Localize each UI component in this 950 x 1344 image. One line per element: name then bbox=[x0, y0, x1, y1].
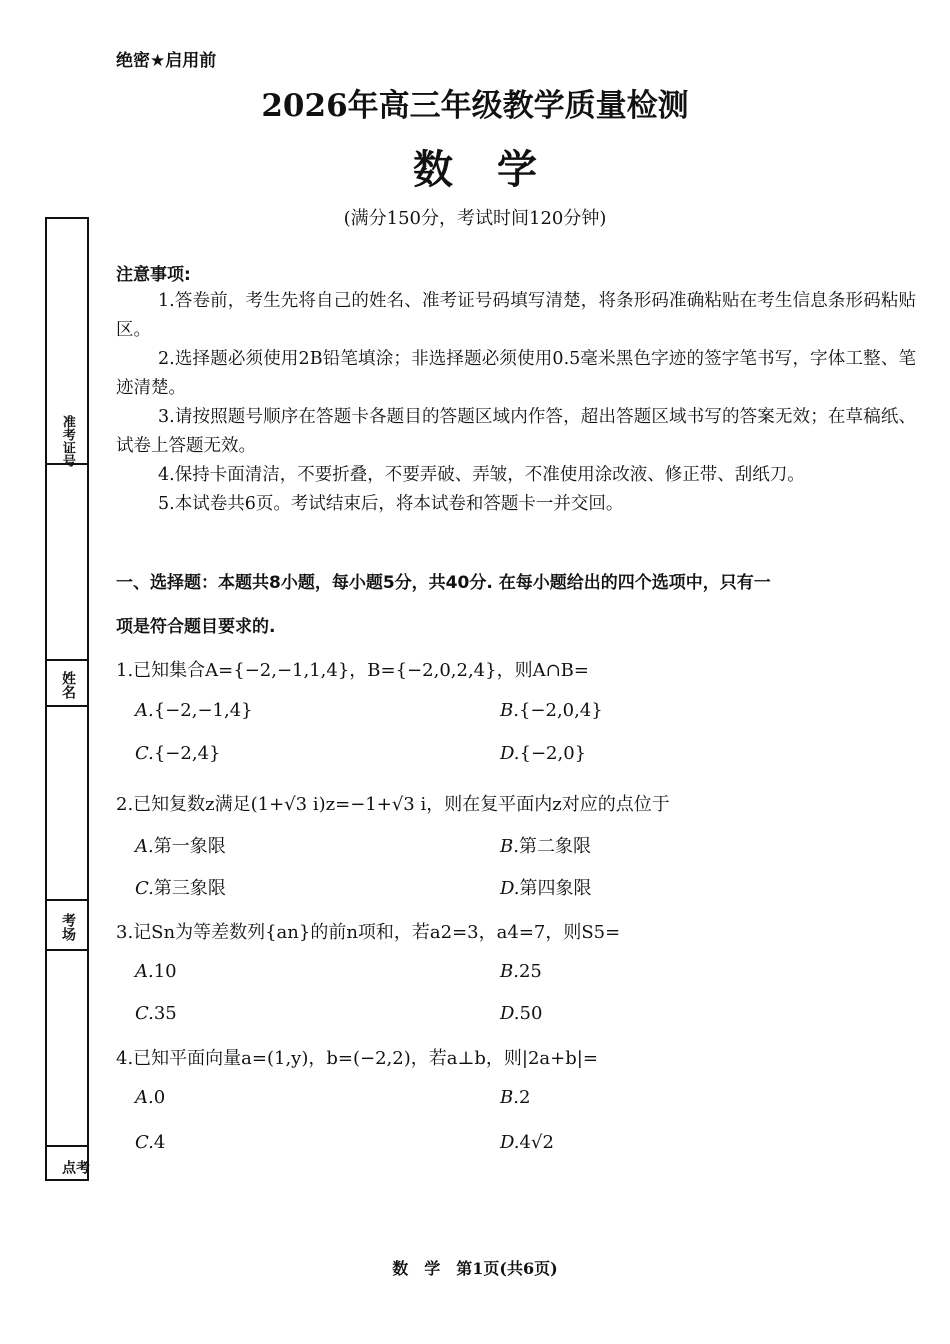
option-letter: B. bbox=[500, 961, 519, 982]
option-letter: C. bbox=[135, 878, 154, 899]
question-4-option-a bbox=[135, 1087, 165, 1108]
question-3-option-b bbox=[500, 961, 542, 982]
option-text: {−2,−1,4} bbox=[153, 700, 253, 721]
question-1-stem: 1.已知集合A={−2,−1,1,4}，B={−2,0,2,4}，则A∩B= bbox=[116, 660, 589, 681]
option-letter: D. bbox=[500, 1132, 520, 1153]
option-text: 第三象限 bbox=[153, 878, 226, 899]
question-3-option-c bbox=[135, 1003, 177, 1024]
notice-item-4 bbox=[116, 461, 916, 490]
strip-label-site: 考点 bbox=[60, 1160, 90, 1174]
notice-text: 2.选择题必须使用2B铅笔填涂；非选择题必须使用0.5毫米黑色字迹的签字笔书写，字体工整、笔迹清楚。 bbox=[116, 349, 916, 398]
option-letter: C. bbox=[135, 743, 154, 764]
strip-label-name: 姓名 bbox=[60, 671, 76, 699]
option-text: 第一象限 bbox=[153, 836, 226, 857]
notice-item-1 bbox=[116, 287, 916, 345]
strip-label-admission bbox=[47, 415, 87, 467]
option-letter: B. bbox=[500, 1087, 519, 1108]
section-heading-line1: 一、选择题：本题共8小题，每小题5分，共40分. 在每小题给出的四个选项中，只有一 bbox=[116, 573, 771, 593]
notice-text: 3.请按照题号顺序在答题卡各题目的答题区域内作答，超出答题区域书写的答案无效；在草稿纸、试卷上答题无效。 bbox=[116, 407, 916, 456]
option-text: 4 bbox=[153, 1132, 166, 1153]
option-text: {−2,4} bbox=[153, 743, 221, 764]
section-heading-line2: 项是符合题目要求的. bbox=[116, 617, 276, 637]
option-letter: D. bbox=[500, 743, 520, 764]
option-letter: A. bbox=[135, 836, 154, 857]
option-text: 4√2 bbox=[519, 1132, 554, 1153]
question-2-stem: 2.已知复数z满足(1+√3 i)z=−1+√3 i，则在复平面内z对应的点位于 bbox=[116, 794, 670, 815]
question-2-option-a bbox=[135, 832, 226, 858]
question-1-option-a bbox=[135, 700, 253, 721]
binding-strip bbox=[45, 217, 89, 1181]
option-text: 35 bbox=[153, 1003, 177, 1024]
subject-title: 数学 bbox=[413, 147, 581, 193]
option-letter: B. bbox=[500, 700, 519, 721]
option-text: 25 bbox=[518, 961, 542, 982]
question-4-option-d bbox=[500, 1132, 554, 1153]
strip-label-room: 考场 bbox=[60, 913, 76, 941]
notice-text: 4.保持卡面清洁，不要折叠，不要弄破、弄皱，不准使用涂改液、修正带、刮纸刀。 bbox=[158, 465, 805, 485]
option-letter: A. bbox=[135, 961, 154, 982]
option-letter: D. bbox=[500, 1003, 520, 1024]
question-1-option-d bbox=[500, 743, 586, 764]
option-letter: B. bbox=[500, 836, 519, 857]
option-text: {−2,0,4} bbox=[518, 700, 603, 721]
question-1-option-c bbox=[135, 743, 220, 764]
option-letter: A. bbox=[135, 1087, 154, 1108]
question-4-option-c bbox=[135, 1132, 165, 1153]
notice-item-5 bbox=[116, 490, 916, 519]
question-3-option-a bbox=[135, 961, 177, 982]
question-1-option-b bbox=[500, 700, 603, 721]
confidential-mark: 绝密★启用前 bbox=[116, 51, 217, 71]
option-text: 2 bbox=[518, 1087, 531, 1108]
page-footer: 数 学 第1页(共6页) bbox=[392, 1259, 558, 1278]
question-4-option-b bbox=[500, 1087, 530, 1108]
notice-item-2 bbox=[116, 345, 916, 403]
option-text: 0 bbox=[153, 1087, 166, 1108]
option-text: 50 bbox=[519, 1003, 543, 1024]
notice-item-3 bbox=[116, 403, 916, 461]
option-letter: A. bbox=[135, 700, 154, 721]
question-2-option-b bbox=[500, 832, 591, 858]
option-letter: D. bbox=[500, 878, 520, 899]
option-text: 10 bbox=[153, 961, 177, 982]
exam-title: 2026年高三年级教学质量检测 bbox=[261, 88, 689, 124]
strip-label-admission-text: 准考证号 bbox=[59, 415, 75, 467]
notice-text: 5.本试卷共6页。考试结束后，将本试卷和答题卡一并交回。 bbox=[158, 494, 624, 514]
option-text: {−2,0} bbox=[519, 743, 587, 764]
option-letter: C. bbox=[135, 1132, 154, 1153]
notice-text: 1.答卷前，考生先将自己的姓名、准考证号码填写清楚，将条形码准确粘贴在考生信息条形码粘贴区。 bbox=[116, 291, 916, 340]
question-3-option-d bbox=[500, 1003, 542, 1024]
question-4-stem: 4.已知平面向量a=(1,y)，b=(−2,2)，若a⊥b，则|2a+b|= bbox=[116, 1048, 598, 1069]
option-text: 第二象限 bbox=[518, 836, 591, 857]
question-3-stem: 3.记Sn为等差数列{an}的前n项和，若a2=3，a4=7，则S5= bbox=[116, 922, 621, 943]
question-2-option-d bbox=[500, 874, 592, 900]
notice-heading: 注意事项: bbox=[116, 265, 191, 285]
option-text: 第四象限 bbox=[519, 878, 592, 899]
score-time-info: (满分150分，考试时间120分钟) bbox=[343, 208, 607, 229]
option-letter: C. bbox=[135, 1003, 154, 1024]
question-2-option-c bbox=[135, 874, 226, 900]
